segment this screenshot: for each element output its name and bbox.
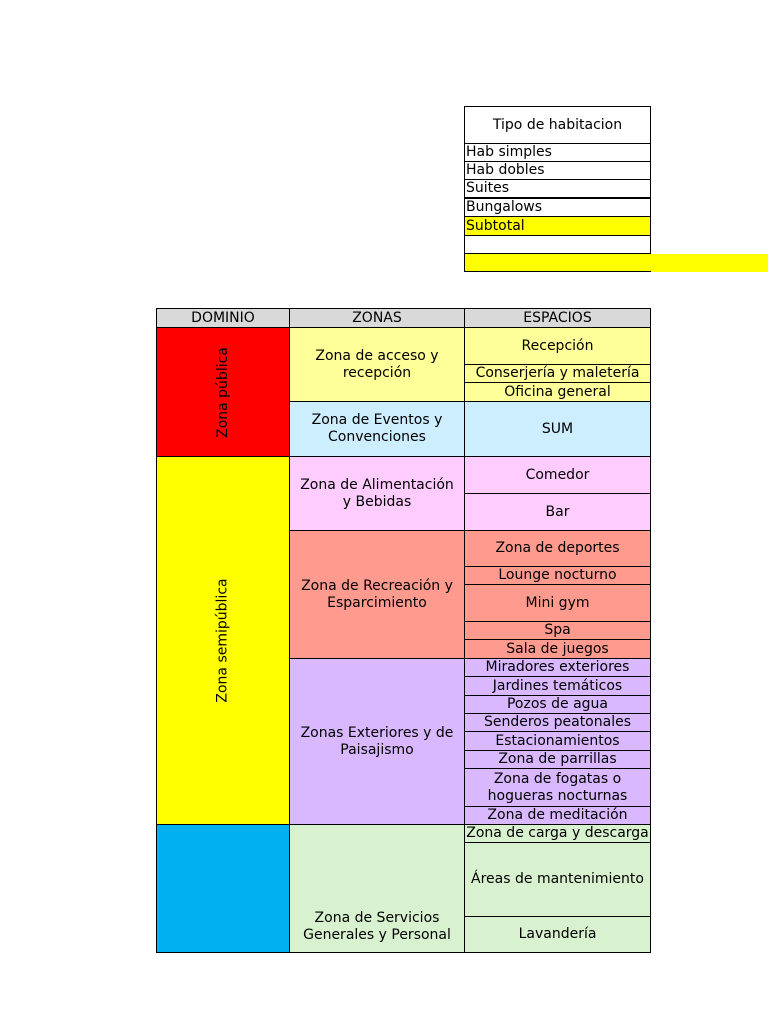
space-sum: SUM xyxy=(464,401,651,457)
zone-servicios-generales: Zona de Servicios Generales y Personal xyxy=(289,824,465,953)
space-lounge-nocturno: Lounge nocturno xyxy=(464,566,651,585)
highlight-row xyxy=(464,254,768,272)
zone-alimentacion-bebidas: Zona de Alimentación y Bebidas xyxy=(289,456,465,531)
zone-recreacion-esparcimiento: Zona de Recreación y Esparcimiento xyxy=(289,530,465,659)
space-conserjeria: Conserjería y maletería xyxy=(464,364,651,383)
domain-zona-servicio xyxy=(156,824,290,953)
space-zona-deportes: Zona de deportes xyxy=(464,530,651,567)
room-table-border xyxy=(464,271,651,272)
header-espacios: ESPACIOS xyxy=(464,308,651,328)
domain-zona-publica xyxy=(156,327,290,457)
room-table-border xyxy=(464,235,465,254)
space-mantenimiento: Áreas de mantenimiento xyxy=(464,842,651,917)
space-recepcion: Recepción xyxy=(464,327,651,365)
space-miradores: Miradores exteriores xyxy=(464,658,651,677)
zone-eventos-convenciones: Zona de Eventos y Convenciones xyxy=(289,401,465,457)
space-jardines: Jardines temáticos xyxy=(464,676,651,696)
room-table-header: Tipo de habitacion xyxy=(464,106,651,144)
header-zonas: ZONAS xyxy=(289,308,465,328)
zone-acceso-recepcion: Zona de acceso y recepción xyxy=(289,327,465,402)
room-row-suites: Suites xyxy=(464,179,651,198)
space-comedor: Comedor xyxy=(464,456,651,494)
domain-label: Zona semipública xyxy=(214,578,231,703)
space-estacionamientos: Estacionamientos xyxy=(464,731,651,751)
zone-exteriores-paisajismo: Zonas Exteriores y de Paisajismo xyxy=(289,658,465,825)
space-mini-gym: Mini gym xyxy=(464,584,651,622)
space-carga-descarga: Zona de carga y descarga xyxy=(464,824,651,843)
space-fogatas: Zona de fogatas o hogueras nocturnas xyxy=(464,768,651,807)
space-bar: Bar xyxy=(464,493,651,531)
room-row-bungalows: Bungalows xyxy=(464,198,651,217)
room-row-dobles: Hab dobles xyxy=(464,161,651,180)
space-senderos: Senderos peatonales xyxy=(464,713,651,732)
room-row-simples: Hab simples xyxy=(464,143,651,162)
space-lavanderia: Lavandería xyxy=(464,916,651,953)
space-parrillas: Zona de parrillas xyxy=(464,750,651,769)
space-pozos: Pozos de agua xyxy=(464,695,651,714)
space-meditacion: Zona de meditación xyxy=(464,806,651,825)
room-table-border xyxy=(464,254,465,272)
room-table-border xyxy=(650,235,651,254)
domain-label: Zona pública xyxy=(214,346,231,438)
subtotal-row: Subtotal xyxy=(464,216,651,236)
space-oficina-general: Oficina general xyxy=(464,382,651,402)
domain-zona-semipublica xyxy=(156,456,290,825)
space-spa: Spa xyxy=(464,621,651,640)
header-dominio: DOMINIO xyxy=(156,308,290,328)
space-sala-juegos: Sala de juegos xyxy=(464,639,651,659)
